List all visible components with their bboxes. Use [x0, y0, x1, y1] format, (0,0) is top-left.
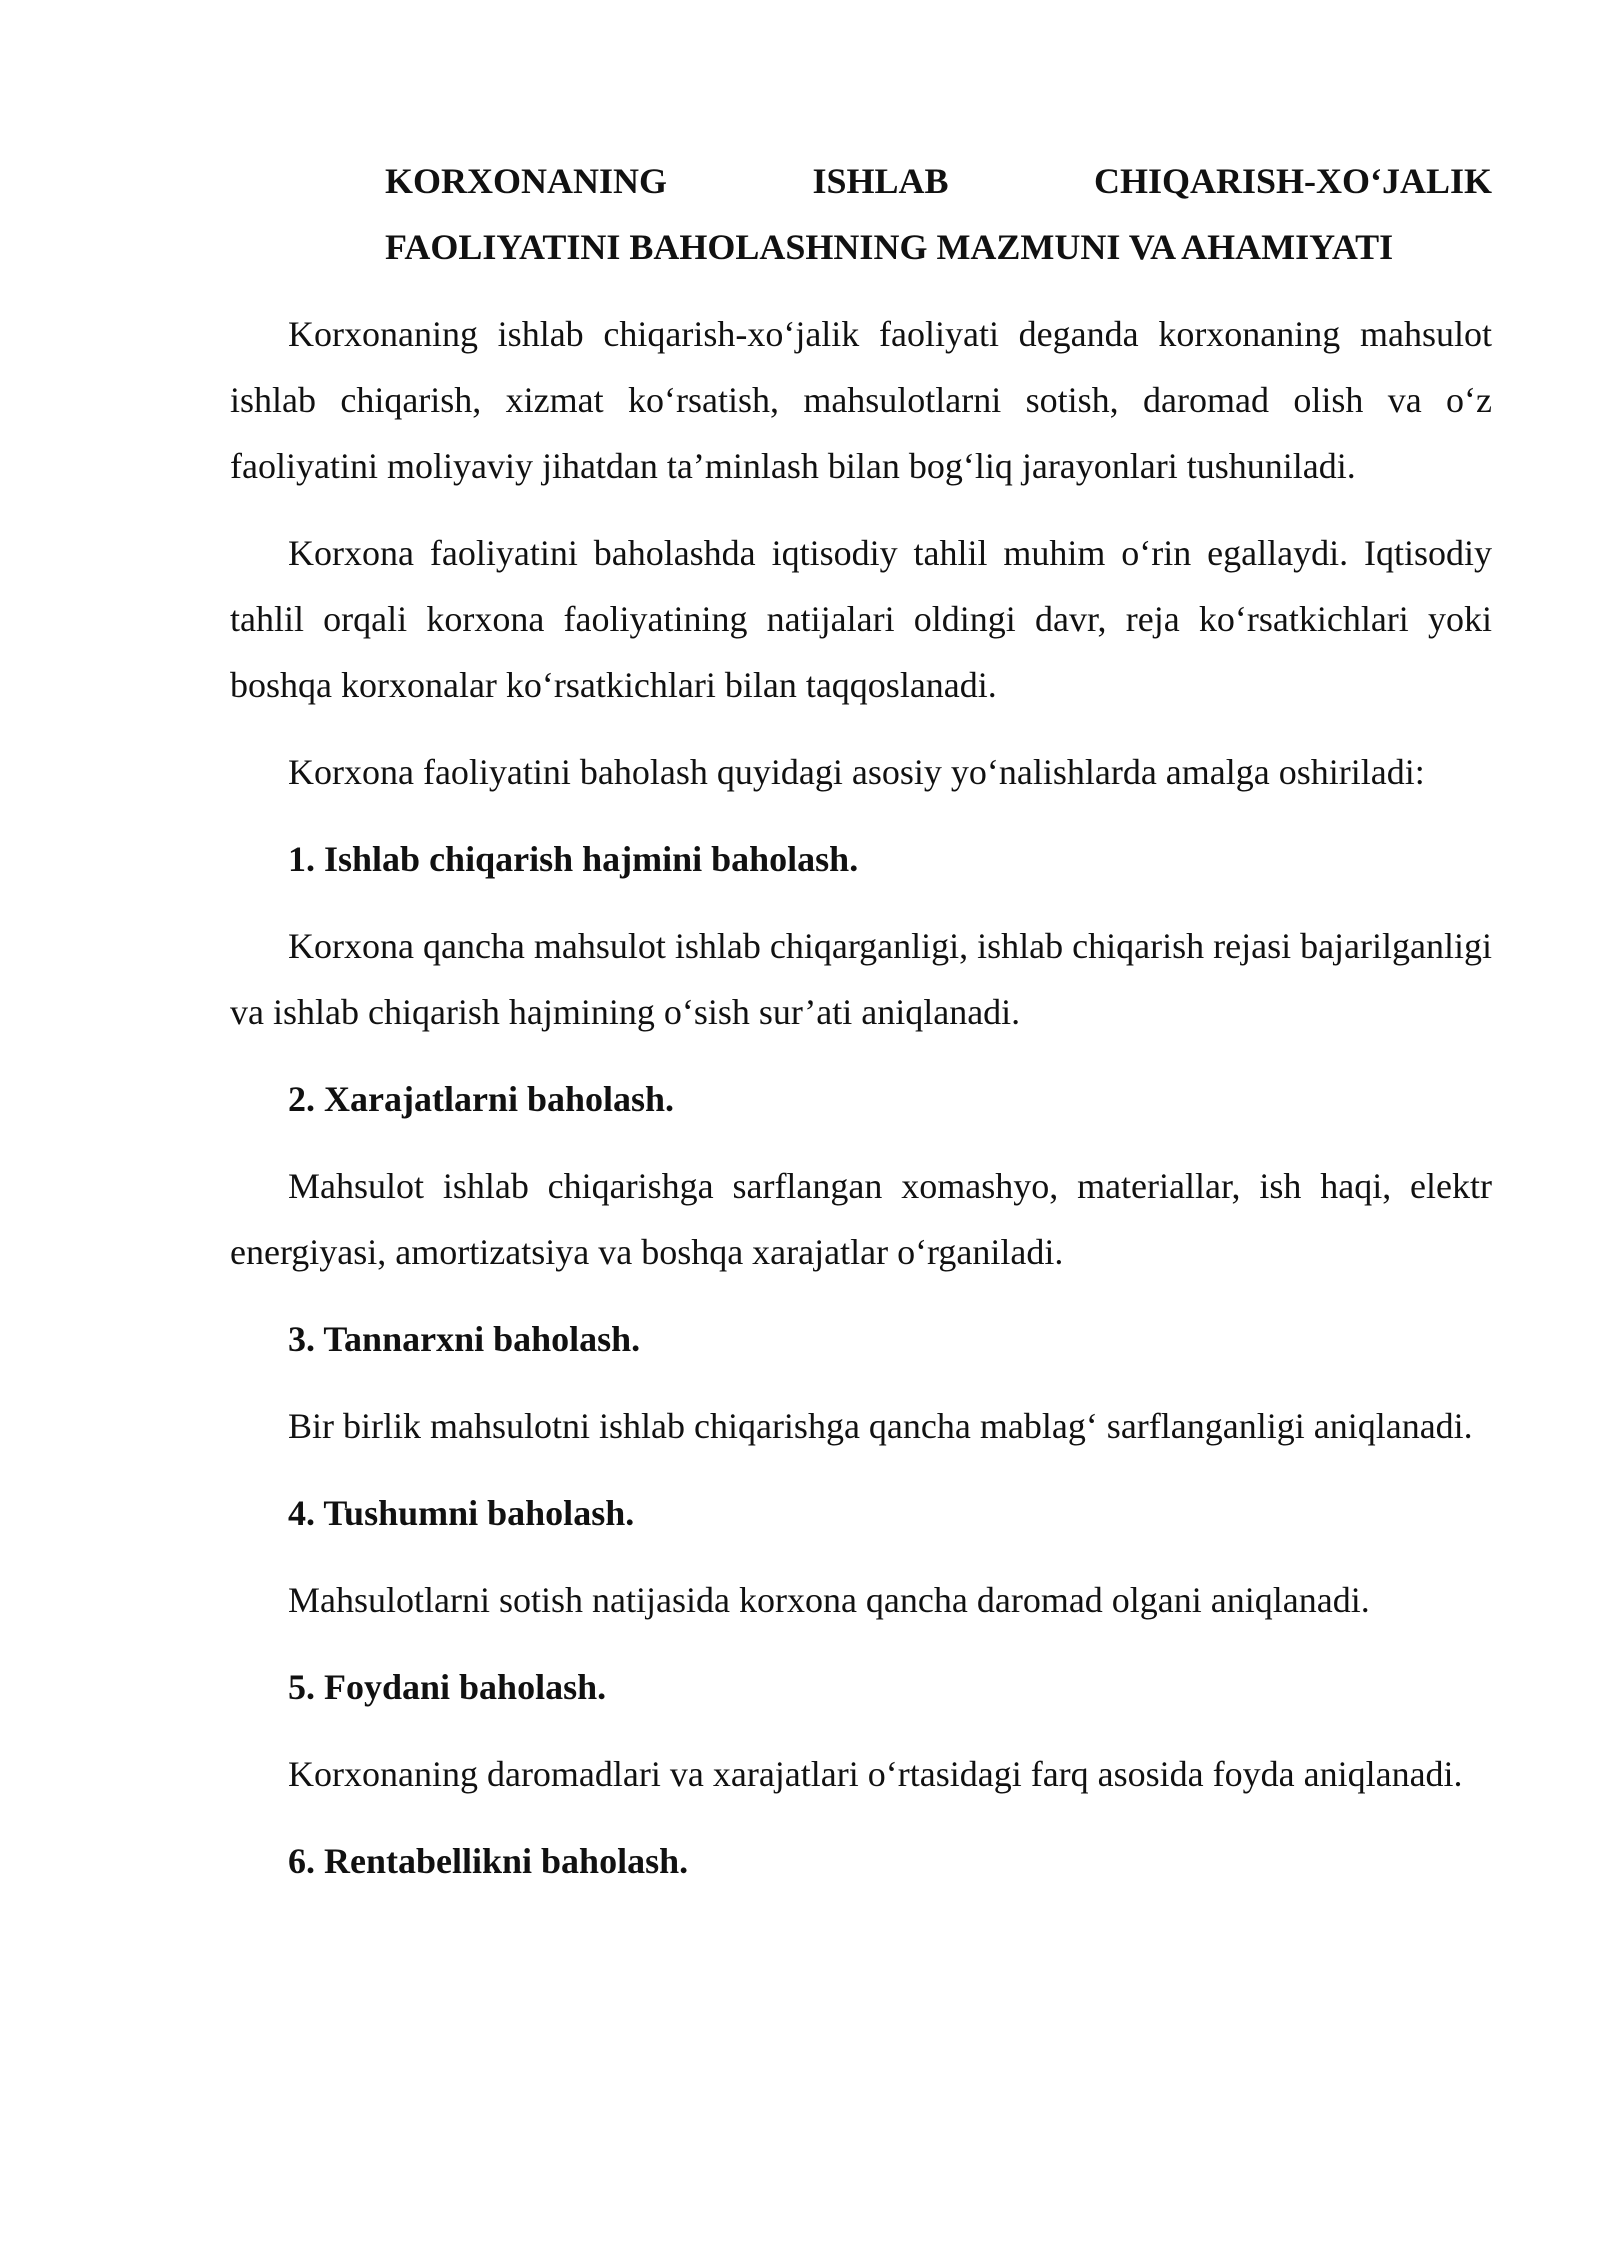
- document-body: [230, 148, 1492, 1894]
- section-heading-6: 6. Rentabellikni baholash.: [288, 1841, 689, 1881]
- spacer: [230, 1459, 1492, 1480]
- spacer: [230, 1045, 1492, 1066]
- spacer: [230, 1132, 1492, 1153]
- intro-paragraph-3: Korxona faoliyatini baholash quyidagi asosiy yo‘nalishlarda amalga oshiriladi:: [288, 752, 1425, 792]
- section-text-4: Mahsulotlarni sotish natijasida korxona qancha daromad olgani aniqlanadi.: [288, 1580, 1370, 1620]
- spacer: [230, 805, 1492, 826]
- title-line-1: KORXONANING ISHLAB CHIQARISH-XO‘JALIK: [385, 161, 1492, 201]
- document-title: [385, 148, 1492, 280]
- section-heading-3: 3. Tannarxni baholash.: [288, 1319, 641, 1359]
- spacer: [230, 499, 1492, 520]
- section-heading-4: 4. Tushumni baholash.: [288, 1493, 635, 1533]
- section-text-3: Bir birlik mahsulotni ishlab chiqarishga qancha mablag‘ sarflanganligi aniqlanadi.: [288, 1406, 1473, 1446]
- spacer: [230, 718, 1492, 739]
- section-text-5: Korxonaning daromadlari va xarajatlari o‘rtasidagi farq asosida foyda aniqlanadi.: [288, 1754, 1463, 1794]
- intro-paragraph-2: Korxona faoliyatini baholashda iqtisodiy tahlil muhim o‘rin egallaydi. Iqtisodiy tahlil orqali korxona faoliyatining natijalari oldingi davr, reja ko‘rsatkichlari yoki boshqa korxonalar ko‘rsatkichlari bilan taqqoslanadi.: [230, 533, 1492, 705]
- title-line-2: FAOLIYATINI BAHOLASHNING MAZMUNI VA AHAMIYATI: [385, 227, 1394, 267]
- spacer: [230, 280, 1492, 301]
- intro-paragraph-1: Korxonaning ishlab chiqarish-xo‘jalik faoliyati deganda korxonaning mahsulot ishlab chiqarish, xizmat ko‘rsatish, mahsulotlarni sotish, daromad olish va o‘z faoliyatini moliyaviy jihatdan ta’minlash bilan bog‘liq jarayonlari tushuniladi.: [230, 314, 1492, 486]
- section-text-2: Mahsulot ishlab chiqarishga sarflangan xomashyo, materiallar, ish haqi, elektr energiyasi, amortizatsiya va boshqa xarajatlar o‘rganiladi.: [230, 1166, 1492, 1272]
- spacer: [230, 1807, 1492, 1828]
- section-heading-5: 5. Foydani baholash.: [288, 1667, 607, 1707]
- section-heading-1: 1. Ishlab chiqarish hajmini baholash.: [288, 839, 859, 879]
- spacer: [230, 1546, 1492, 1567]
- spacer: [230, 1720, 1492, 1741]
- section-text-1: Korxona qancha mahsulot ishlab chiqarganligi, ishlab chiqarish rejasi bajarilganligi va ishlab chiqarish hajmining o‘sish sur’ati aniqlanadi.: [230, 926, 1493, 1032]
- spacer: [230, 892, 1492, 913]
- section-heading-2: 2. Xarajatlarni baholash.: [288, 1079, 675, 1119]
- spacer: [230, 1285, 1492, 1306]
- spacer: [230, 1372, 1492, 1393]
- spacer: [230, 1633, 1492, 1654]
